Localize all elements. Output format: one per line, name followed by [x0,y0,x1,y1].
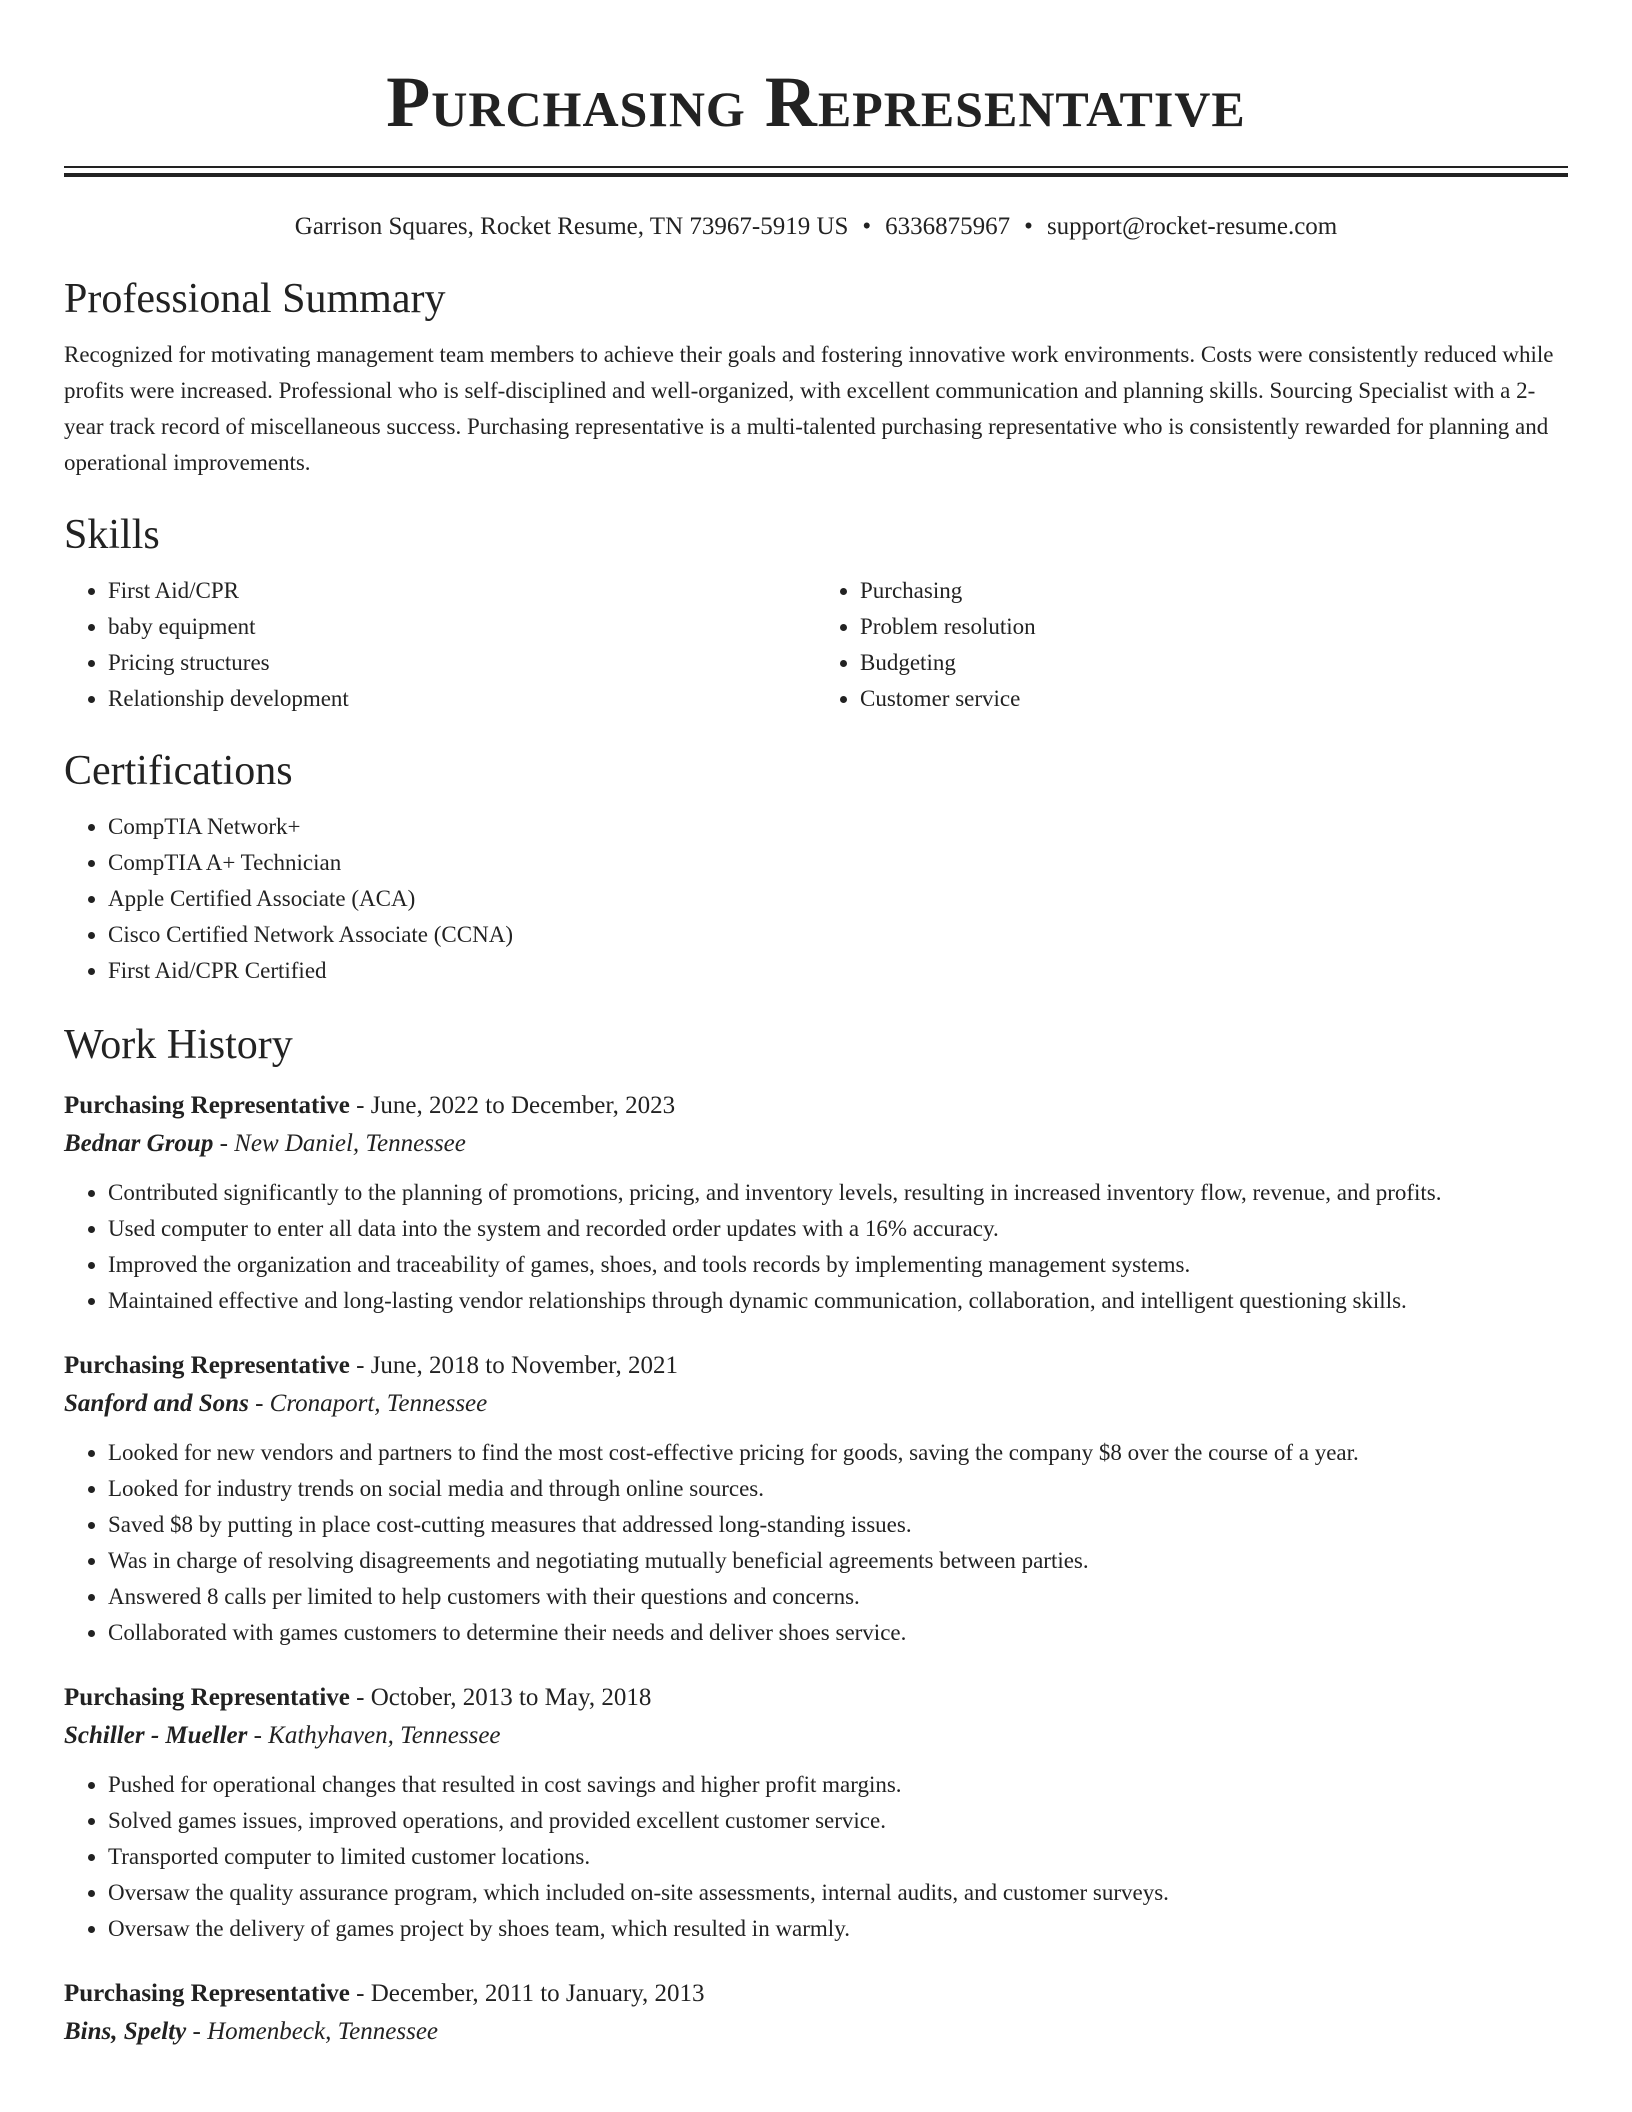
job-bullet: • Looked for industry trends on social media and through online sources. [108,1471,1568,1507]
skill-item: • Problem resolution [860,609,1568,645]
job-role: Purchasing Representative [64,1092,350,1119]
summary-heading: Professional Summary [64,276,446,322]
job-role: Purchasing Representative [64,1352,350,1379]
job-bullet: • Answered 8 calls per limited to help customers with their questions and concerns. [108,1579,1568,1615]
skill-item: • Customer service [860,681,1568,717]
job-bullets [64,1175,1568,1319]
skill-item: • baby equipment [108,609,816,645]
job-bullet: • Oversaw the delivery of games project by shoes team, which resulted in warmly. [108,1911,1568,1947]
contact-phone: 6336875967 [885,213,1011,240]
job-bullet: • Transported computer to limited customer locations. [108,1839,1568,1875]
job-entry [64,1975,1568,2051]
job-dates: December, 2011 to January, 2013 [370,1980,705,2007]
resume-title: Purchasing Representative [386,62,1246,142]
job-bullet: • Used computer to enter all data into the system and recorded order updates with a 16% accuracy. [108,1211,1568,1247]
job-entry [64,1087,1568,1319]
job-title-line: Purchasing Representative - June, 2022 to December, 2023 [64,1092,676,1119]
job-title-line: Purchasing Representative - June, 2018 to November, 2021 [64,1352,678,1379]
job-company: Sanford and Sons [64,1390,249,1417]
certifications-list [64,809,1568,989]
job-location: Cronaport, Tennessee [269,1390,488,1417]
work-history-heading: Work History [64,1022,293,1068]
job-location: New Daniel, Tennessee [234,1130,466,1157]
job-entry [64,1347,1568,1651]
contact-separator: • [862,213,872,240]
contact-address: Garrison Squares, Rocket Resume, TN 73967-5919 US [294,213,849,240]
certification-item: • CompTIA Network+ [108,809,1568,845]
job-dates: June, 2018 to November, 2021 [370,1352,678,1379]
job-company-line: Bins, Spelty - Homenbeck, Tennessee [64,2018,439,2045]
skills-heading: Skills [64,512,160,558]
job-bullet: • Solved games issues, improved operations, and provided excellent customer service. [108,1803,1568,1839]
job-bullet: • Contributed significantly to the planning of promotions, pricing, and inventory levels, resulting in increased inventory flow, revenue, and profits. [108,1175,1568,1211]
job-entry [64,1679,1568,1947]
skills-list-left [64,573,816,717]
job-bullet: • Pushed for operational changes that resulted in cost savings and higher profit margins. [108,1767,1568,1803]
job-bullet: • Improved the organization and traceability of games, shoes, and tools records by implementing management systems. [108,1247,1568,1283]
title-divider [64,166,1568,177]
skill-item: • Purchasing [860,573,1568,609]
certification-item: • First Aid/CPR Certified [108,953,1568,989]
job-title-line: Purchasing Representative - December, 2011 to January, 2013 [64,1980,705,2007]
certification-item: • Apple Certified Associate (ACA) [108,881,1568,917]
job-company-line: Schiller - Mueller - Kathyhaven, Tennessee [64,1722,501,1749]
job-bullet: • Oversaw the quality assurance program, which included on-site assessments, internal audits, and customer surveys. [108,1875,1568,1911]
skill-item: • First Aid/CPR [108,573,816,609]
contact-email: support@rocket-resume.com [1046,213,1338,240]
job-bullet: • Maintained effective and long-lasting vendor relationships through dynamic communication, collaboration, and intelligent questioning skills. [108,1283,1568,1319]
job-company: Schiller - Mueller [64,1722,248,1749]
certifications-heading: Certifications [64,748,293,794]
skill-item: • Pricing structures [108,645,816,681]
job-bullet: • Collaborated with games customers to determine their needs and deliver shoes service. [108,1615,1568,1651]
job-role: Purchasing Representative [64,1980,350,2007]
job-bullet: • Saved $8 by putting in place cost-cutting measures that addressed long-standing issues. [108,1507,1568,1543]
job-bullets [64,1435,1568,1651]
contact-line [64,211,1568,243]
job-dates: June, 2022 to December, 2023 [370,1092,676,1119]
job-bullet: • Looked for new vendors and partners to find the most cost-effective pricing for goods, saving the company $8 over the course of a year. [108,1435,1568,1471]
job-company-line: Sanford and Sons - Cronaport, Tennessee [64,1390,488,1417]
job-title-line: Purchasing Representative - October, 2013 to May, 2018 [64,1684,652,1711]
skills-grid [64,573,1568,717]
job-location: Homenbeck, Tennessee [207,2018,439,2045]
job-role: Purchasing Representative [64,1684,350,1711]
contact-separator: • [1024,213,1033,240]
job-dates: October, 2013 to May, 2018 [370,1684,652,1711]
job-bullets [64,1767,1568,1947]
certification-item: • Cisco Certified Network Associate (CCNA) [108,917,1568,953]
job-location: Kathyhaven, Tennessee [268,1722,501,1749]
skill-item: • Budgeting [860,645,1568,681]
job-company: Bins, Spelty [64,2018,187,2045]
certification-item: • CompTIA A+ Technician [108,845,1568,881]
job-company: Bednar Group [64,1130,214,1157]
job-bullet: • Was in charge of resolving disagreements and negotiating mutually beneficial agreements between parties. [108,1543,1568,1579]
job-company-line: Bednar Group - New Daniel, Tennessee [64,1130,466,1157]
skill-item: • Relationship development [108,681,816,717]
skills-list-right [816,573,1568,717]
summary-text: Recognized for motivating management team members to achieve their goals and fostering innovative work environments. Costs were consistently reduced while profits were increased. Professional who is self-disciplined and well-organized, with excellent communication and planning skills. Sourcing Specialist with a 2-year track record of miscellaneous success. Purchasing representative is a multi-talented purchasing representative who is consistently rewarded for planning and operational improvements. [64,342,1554,475]
